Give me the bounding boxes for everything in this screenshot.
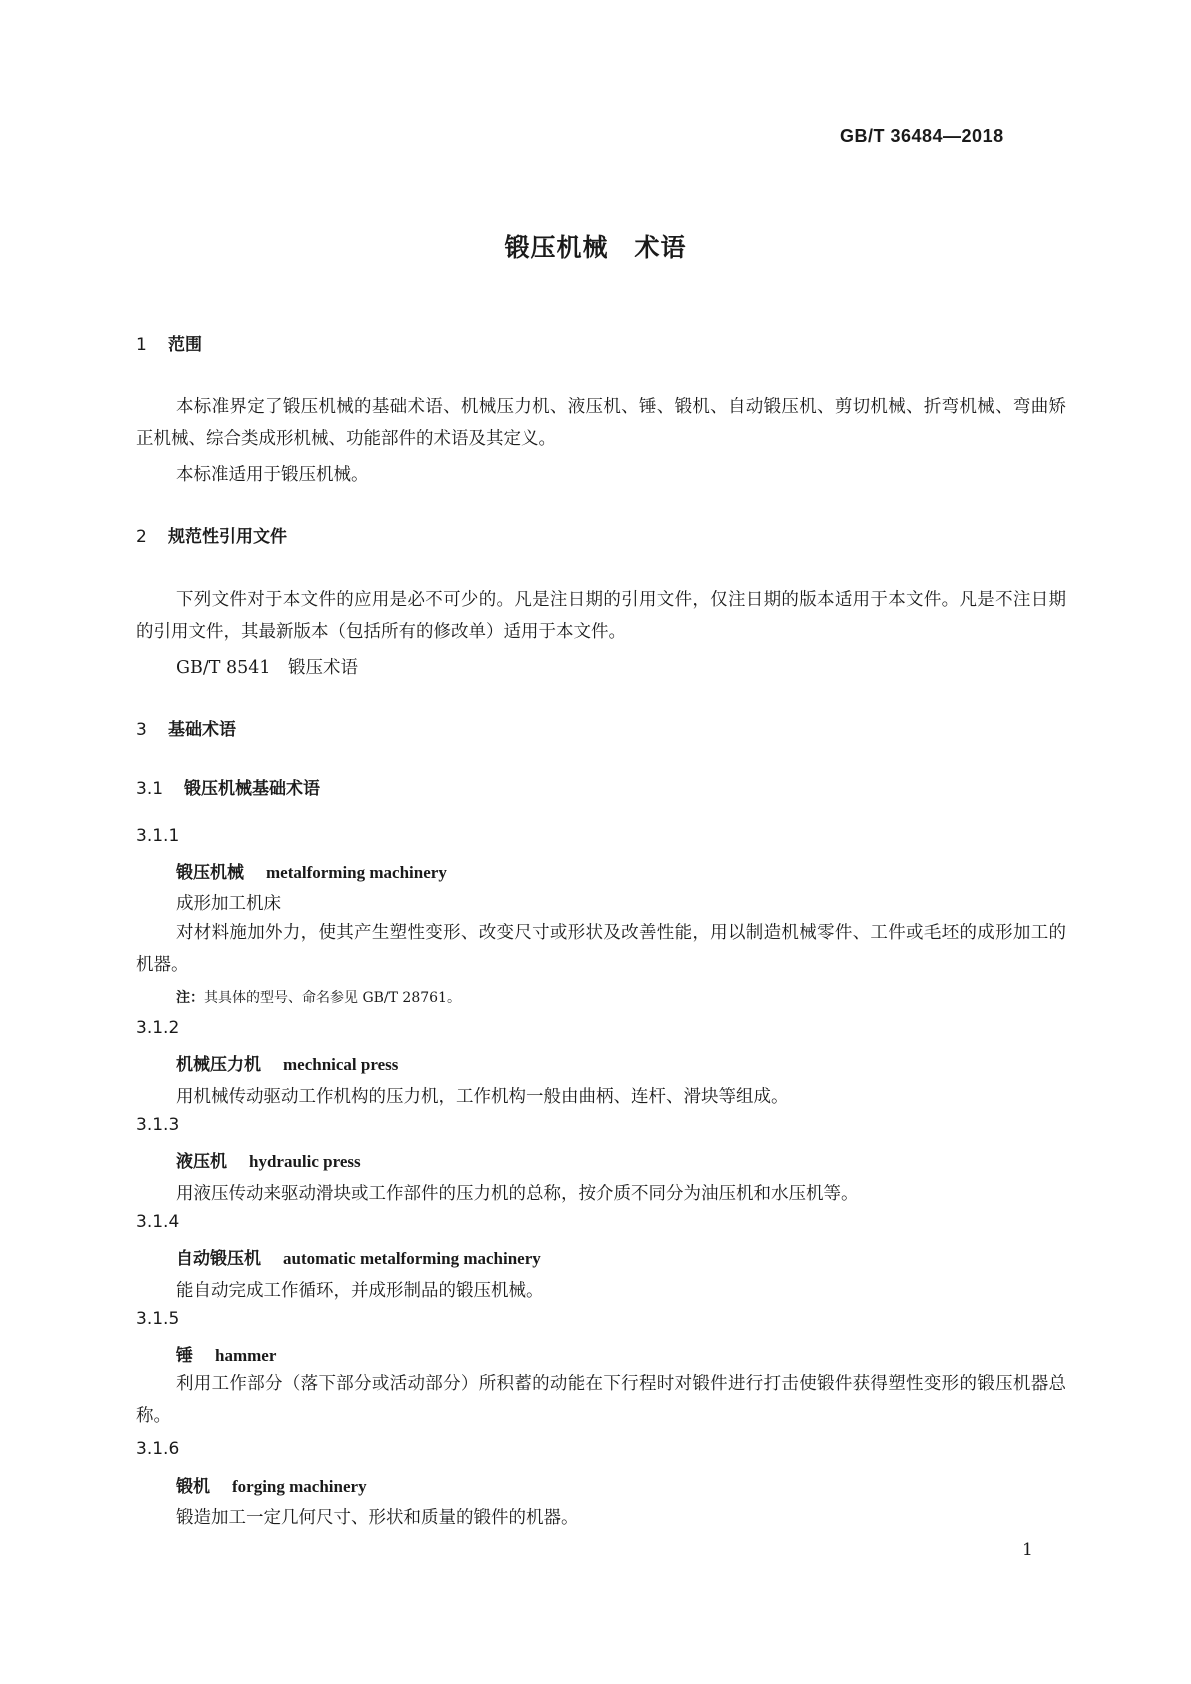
section-3-heading [136, 715, 236, 740]
term-definition: 用机械传动驱动工作机构的压力机，工作机构一般由曲柄、连杆、滑块等组成。 [176, 1087, 789, 1107]
term-entry [176, 1472, 367, 1497]
section-number: 3 [136, 720, 147, 740]
section-title: 规范性引用文件 [168, 527, 287, 547]
term-english: metalforming machinery [266, 863, 447, 882]
term-admitted-name: 成形加工机床 [176, 894, 281, 914]
term-definition: 锻造加工一定几何尺寸、形状和质量的锻件的机器。 [176, 1508, 579, 1528]
note-label: 注： [176, 990, 204, 1006]
term-chinese: 锻机 [176, 1477, 210, 1497]
section-3-1-heading [136, 774, 320, 799]
term-note [176, 987, 461, 1007]
term-entry [176, 1244, 541, 1269]
term-definition: 能自动完成工作循环，并成形制品的锻压机械。 [176, 1281, 544, 1301]
term-entry [176, 858, 447, 883]
scope-applicability: 本标准适用于锻压机械。 [176, 465, 369, 485]
term-number: 3.1.1 [136, 826, 180, 846]
term-chinese: 锻压机械 [176, 863, 244, 883]
term-entry [176, 1147, 361, 1172]
section-number: 3.1 [136, 779, 164, 799]
page-number: 1 [1022, 1540, 1033, 1560]
term-chinese: 机械压力机 [176, 1055, 261, 1075]
term-number: 3.1.2 [136, 1018, 180, 1038]
term-english: hammer [215, 1346, 277, 1365]
section-number: 2 [136, 527, 147, 547]
term-definition: 对材料施加外力，使其产生塑性变形、改变尺寸或形状及改善性能，用以制造机械零件、工件或毛坯的成形加工的机器。 [136, 923, 1066, 975]
section-title: 范围 [168, 335, 202, 355]
term-entry [176, 1050, 398, 1075]
section-title: 基础术语 [168, 720, 236, 740]
term-english: mechnical press [283, 1055, 399, 1074]
section-number: 1 [136, 335, 147, 355]
reference-item: GB/T 8541 锻压术语 [176, 658, 359, 678]
term-number: 3.1.4 [136, 1212, 180, 1232]
term-number: 3.1.3 [136, 1115, 180, 1135]
term-english: hydraulic press [249, 1152, 361, 1171]
section-1-heading [136, 330, 202, 355]
term-chinese: 液压机 [176, 1152, 227, 1172]
term-chinese: 自动锻压机 [176, 1249, 261, 1269]
section-title: 锻压机械基础术语 [184, 779, 320, 799]
standard-code: GB/T 36484—2018 [840, 126, 1004, 146]
references-paragraph: 下列文件对于本文件的应用是必不可少的。凡是注日期的引用文件，仅注日期的版本适用于本文件。凡是不注日期的引用文件，其最新版本（包括所有的修改单）适用于本文件。 [136, 590, 1066, 642]
term-entry [176, 1341, 276, 1366]
term-number: 3.1.6 [136, 1439, 180, 1459]
section-2-heading [136, 522, 287, 547]
document-title: 锻压机械 术语 [504, 233, 687, 262]
term-english: forging machinery [232, 1477, 367, 1496]
term-english: automatic metalforming machinery [283, 1249, 541, 1268]
term-definition: 用液压传动来驱动滑块或工作部件的压力机的总称，按介质不同分为油压机和水压机等。 [176, 1184, 859, 1204]
term-definition: 利用工作部分（落下部分或活动部分）所积蓄的动能在下行程时对锻件进行打击使锻件获得塑性变形的锻压机器总称。 [136, 1374, 1066, 1426]
scope-paragraph: 本标准界定了锻压机械的基础术语、机械压力机、液压机、锤、锻机、自动锻压机、剪切机械、折弯机械、弯曲矫正机械、综合类成形机械、功能部件的术语及其定义。 [136, 397, 1066, 449]
term-chinese: 锤 [176, 1346, 193, 1366]
note-text: 其具体的型号、命名参见 GB/T 28761。 [204, 990, 461, 1006]
term-number: 3.1.5 [136, 1309, 180, 1329]
